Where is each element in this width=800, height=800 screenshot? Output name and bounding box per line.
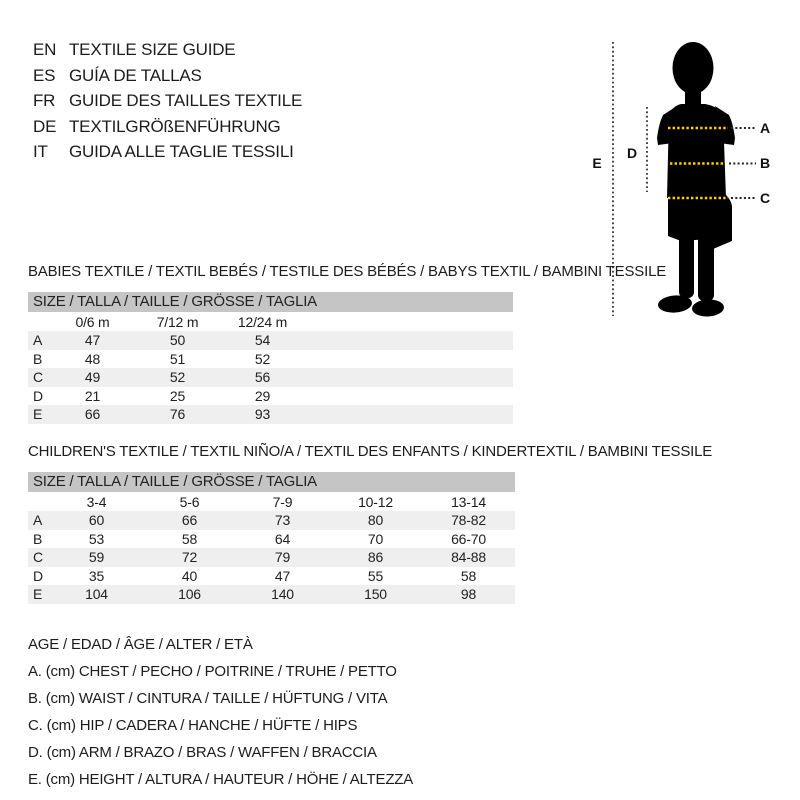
legend-age-line: AGE / EDAD / ÂGE / ALTER / ETÀ (28, 636, 253, 653)
filler-cell (305, 312, 513, 331)
cell: 150 (364, 586, 387, 603)
cell: 66 (84, 406, 101, 423)
babies-size-table (28, 292, 513, 424)
child-silhouette (657, 42, 735, 317)
lang-row-it (33, 139, 302, 165)
lang-row-en (33, 37, 302, 63)
cell: 54 (254, 332, 271, 349)
legend-hip-line: C. (cm) HIP / CADERA / HANCHE / HÜFTE / HIPS (28, 717, 358, 734)
waist-label: B (760, 155, 770, 171)
hip-label: C (760, 190, 770, 206)
legend-chest-line: A. (cm) CHEST / PECHO / POITRINE / TRUHE / PETTO (28, 663, 397, 680)
column-header: 7/12 m (156, 313, 199, 330)
cell: 98 (460, 586, 477, 603)
cell: 72 (181, 549, 198, 566)
cell: 64 (274, 530, 291, 547)
cell: 21 (84, 387, 101, 404)
table-row (28, 530, 515, 549)
cell: 47 (84, 332, 101, 349)
cell: 66 (181, 512, 198, 529)
lang-row-fr (33, 88, 302, 114)
row-label: D (33, 387, 43, 404)
lang-code: DE (33, 116, 57, 136)
lang-row-es (33, 63, 302, 89)
row-label: A (33, 512, 43, 529)
measurement-figure (585, 28, 790, 330)
lang-title: GUÍA DE TALLAS (69, 65, 202, 85)
cell: 93 (254, 406, 271, 423)
babies-column-header-row (28, 312, 513, 331)
cell: 70 (367, 530, 384, 547)
children-table (28, 492, 515, 604)
legend-arm-line: D. (cm) ARM / BRAZO / BRAS / WAFFEN / BRACCIA (28, 744, 377, 761)
filler-cell (305, 368, 513, 387)
row-label: E (33, 586, 43, 603)
language-title-list (33, 37, 302, 165)
row-label: C (33, 369, 43, 386)
table-row (28, 350, 513, 369)
corner-cell (28, 492, 50, 511)
lang-title: TEXTILE SIZE GUIDE (69, 40, 236, 59)
children-section-title: CHILDREN'S TEXTILE / TEXTIL NIÑO/A / TEXTIL DES ENFANTS / KINDERTEXTIL / BAMBINI TESSILE (28, 443, 713, 460)
children-size-table (28, 472, 515, 604)
cell: 52 (169, 369, 186, 386)
table-row (28, 368, 513, 387)
cell: 104 (85, 586, 108, 603)
column-header: 3-4 (86, 493, 107, 510)
cell: 35 (88, 567, 105, 584)
lang-code: IT (33, 142, 48, 161)
cell: 53 (88, 530, 105, 547)
cell: 29 (254, 387, 271, 404)
filler-cell (305, 331, 513, 350)
table-row (28, 331, 513, 350)
lang-code: FR (33, 91, 56, 110)
children-column-header-row (28, 492, 515, 511)
table-row (28, 567, 515, 586)
babies-section-title: BABIES TEXTILE / TEXTIL BEBÉS / TESTILE DES BÉBÉS / BABYS TEXTIL / BAMBINI TESSILE (28, 263, 667, 280)
lang-code: ES (33, 65, 56, 85)
cell: 60 (88, 512, 105, 529)
column-header: 5-6 (179, 493, 200, 510)
cell: 52 (254, 350, 271, 367)
table-row (28, 548, 515, 567)
corner-cell (28, 312, 50, 331)
lang-title: GUIDA ALLE TAGLIE TESSILI (69, 142, 294, 161)
table-row (28, 585, 515, 604)
cell: 58 (460, 567, 477, 584)
table-row (28, 511, 515, 530)
arm-label: D (627, 145, 637, 161)
cell: 49 (84, 369, 101, 386)
cell: 79 (274, 549, 291, 566)
cell: 76 (169, 406, 186, 423)
row-label: C (33, 549, 43, 566)
cell: 56 (254, 369, 271, 386)
cell: 40 (181, 567, 198, 584)
filler-cell (305, 387, 513, 406)
cell: 73 (274, 512, 291, 529)
cell: 48 (84, 350, 101, 367)
cell: 78-82 (451, 512, 486, 529)
measurement-legend (28, 631, 413, 793)
column-header: 12/24 m (237, 313, 288, 330)
babies-table (28, 312, 513, 424)
column-header: 10-12 (358, 493, 393, 510)
cell: 47 (274, 567, 291, 584)
cell: 59 (88, 549, 105, 566)
column-header: 0/6 m (75, 313, 110, 330)
row-label: E (33, 406, 43, 423)
cell: 84-88 (451, 549, 486, 566)
table-row (28, 405, 513, 424)
table-row (28, 387, 513, 406)
lang-code: EN (33, 40, 57, 59)
filler-cell (305, 405, 513, 424)
filler-cell (305, 350, 513, 369)
cell: 25 (169, 387, 186, 404)
babies-size-header-bar: SIZE / TALLA / TAILLE / GRÖSSE / TAGLIA (28, 292, 513, 312)
legend-waist-line: B. (cm) WAIST / CINTURA / TAILLE / HÜFTUNG / VITA (28, 690, 388, 707)
cell: 86 (367, 549, 384, 566)
column-header: 7-9 (272, 493, 293, 510)
height-label: E (592, 155, 602, 171)
row-label: A (33, 332, 43, 349)
child-silhouette-figure (585, 28, 790, 330)
lang-title: TEXTILGRÖßENFÜHRUNG (69, 116, 281, 136)
children-size-header-bar: SIZE / TALLA / TAILLE / GRÖSSE / TAGLIA (28, 472, 515, 492)
row-label: D (33, 567, 43, 584)
cell: 66-70 (451, 530, 486, 547)
row-label: B (33, 350, 43, 367)
cell: 58 (181, 530, 198, 547)
chest-label: A (760, 120, 770, 136)
cell: 140 (271, 586, 294, 603)
column-header: 13-14 (451, 493, 486, 510)
cell: 55 (367, 567, 384, 584)
legend-height-line: E. (cm) HEIGHT / ALTURA / HAUTEUR / HÖHE / ALTEZZA (28, 771, 414, 788)
lang-title: GUIDE DES TAILLES TEXTILE (69, 91, 303, 110)
lang-row-de (33, 114, 302, 140)
cell: 80 (367, 512, 384, 529)
cell: 106 (178, 586, 201, 603)
cell: 50 (169, 332, 186, 349)
row-label: B (33, 530, 43, 547)
cell: 51 (169, 350, 186, 367)
